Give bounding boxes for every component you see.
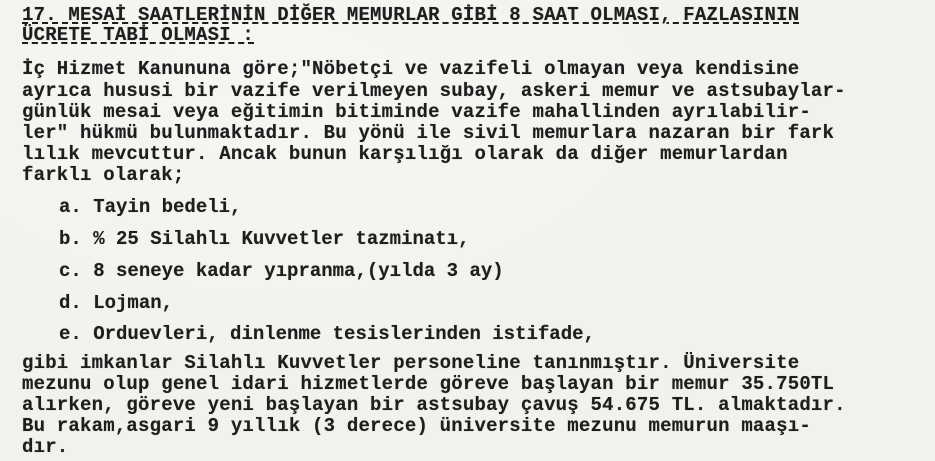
paragraph2-line-5: dır. xyxy=(22,436,69,458)
list-marker: d. xyxy=(59,292,82,314)
paragraph1-line-2: ayrıca hususi bir vazife verilmeyen subay, askeri memur ve astsubaylar- xyxy=(22,80,846,102)
paragraph2-line-4: Bu rakam,asgari 9 yıllık (3 derece) üniversite mezunu memurun maaşı- xyxy=(22,415,811,437)
paragraph1-line-6: farklı olarak; xyxy=(22,164,185,186)
list-marker: b. xyxy=(59,228,82,250)
list-item-a xyxy=(59,196,241,218)
list-item-b xyxy=(59,228,469,250)
list-text: Orduevleri, dinlenme tesislerinden istifade, xyxy=(93,323,595,345)
heading-line-1: 17. MESAİ SAATLERİNİN DİĞER MEMURLAR GİBİ 8 SAAT OLMASI, FAZLASININ xyxy=(22,4,800,26)
list-text: 8 seneye kadar yıpranma,(yılda 3 ay) xyxy=(93,260,504,282)
paragraph2-line-2: mezunu olup genel idari hizmetlerde göreve başlayan bir memur 35.750TL xyxy=(22,373,835,395)
list-marker: a. xyxy=(59,196,82,218)
list-item-d xyxy=(59,292,173,314)
list-item-e xyxy=(59,323,595,345)
paragraph2-line-3: alırken, göreve yeni başlayan bir astsubay çavuş 54.675 TL. almaktadır. xyxy=(22,394,846,416)
list-text: Lojman, xyxy=(93,292,174,314)
paragraph1-line-5: lılık mevcuttur. Ancak bunun karşılığı olarak da diğer memurlardan xyxy=(22,143,788,165)
list-text: % 25 Silahlı Kuvvetler tazminatı, xyxy=(93,228,470,250)
list-marker: e. xyxy=(59,323,82,345)
list-marker: c. xyxy=(59,260,82,282)
list-text: Tayin bedeli, xyxy=(93,196,242,218)
list-item-c xyxy=(59,260,504,282)
paragraph1-line-4: ler" hükmü bulunmaktadır. Bu yönü ile sivil memurlara nazaran bir fark xyxy=(22,122,835,144)
paragraph2-line-1: gibi imkanlar Silahlı Kuvvetler personeline tanınmıştır. Üniversite xyxy=(22,352,800,374)
paragraph1-line-3: günlük mesai veya eğitimin bitiminde vazife mahallinden ayrılabilir- xyxy=(22,101,811,123)
heading-line-2: ÜCRETE TABİ OLMASI : xyxy=(22,24,255,46)
paragraph1-line-1: İç Hizmet Kanununa göre;"Nöbetçi ve vazifeli olmayan veya kendisine xyxy=(22,58,800,80)
